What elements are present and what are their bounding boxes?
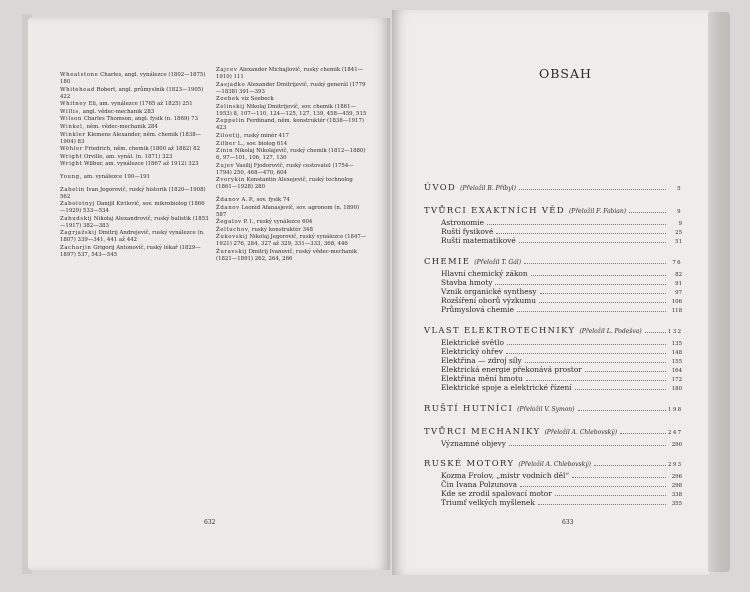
index-entry-name: Zabudskij: [60, 215, 93, 222]
toc-page-number: 118: [671, 308, 682, 315]
toc-page-number: 296: [671, 473, 682, 480]
index-entry-text: ruský konstruktér 348: [250, 226, 313, 233]
toc-leader-dots: [519, 189, 666, 190]
index-entry: [216, 104, 368, 118]
index-entry-name: Wheatstone: [60, 72, 99, 78]
index-entry: [216, 177, 368, 191]
toc-title: Astronomie: [441, 218, 485, 227]
toc-gap: [424, 448, 682, 454]
toc-leader-dots: [519, 242, 666, 243]
toc-page-number: 91: [675, 280, 682, 287]
toc-leader-dots: [506, 353, 666, 354]
toc-subsection: [441, 287, 682, 296]
index-entry-name: Zvorykin: [216, 177, 245, 184]
index-entry-text: Charles, angl. vynálezce (1802—1875) 180: [60, 72, 206, 85]
toc-gap: [424, 246, 682, 252]
index-entry: [216, 141, 368, 148]
toc-page-number: 198: [668, 406, 683, 413]
index-entry-text: Danijil Kirilovič, sov. mikrobiolog (1866—1929) 533—534: [60, 201, 205, 215]
left-page-number: 632: [204, 519, 216, 526]
toc-leader-dots: [578, 410, 666, 411]
index-entry-name: Whitehead: [60, 86, 95, 93]
toc-title: Elektřina — zdroj síly: [441, 355, 522, 365]
toc-gap: [424, 315, 682, 321]
index-entry-name: Zacharjin: [60, 244, 92, 251]
toc-subsection: [441, 480, 682, 489]
toc-subsection: [441, 489, 682, 498]
index-entry-name: Wright: [60, 153, 83, 160]
index-entry: [216, 118, 368, 132]
toc-leader-dots: [524, 263, 666, 264]
index-entry: [60, 87, 210, 101]
index-entry: [216, 227, 368, 234]
toc-translator: (Přeložil F. Fabian): [568, 208, 627, 215]
index-entry-name: Wright: [60, 161, 83, 168]
page-stack-edge: [708, 12, 730, 572]
toc-translator: (Přeložil T. Gál): [474, 258, 522, 266]
toc-section-heading: [424, 403, 682, 416]
index-entry: [216, 67, 368, 81]
toc-title: Významné objevy: [441, 438, 506, 448]
index-entry-text: Vasilij Fjodorovič, ruský cestovatel (1754—1794) 250, 468—470, 604: [216, 162, 354, 176]
index-entry-text: Nikolaj Dmitrijevič, sov. chemik (1861—1953) 8, 107—110, 124—125, 127, 139, 458—459, 515: [216, 103, 367, 117]
toc-leader-dots: [645, 332, 666, 333]
index-entry-text: Leonid Afanasjevič, sov. agronom (n. 1890) 587: [216, 204, 360, 218]
index-entry-name: Ziloetij,: [216, 132, 243, 139]
toc-page-number: 106: [671, 299, 682, 306]
index-entry-text: Orville, am. vynál. (n. 1871) 323: [82, 153, 173, 160]
toc-page-number: 338: [671, 492, 682, 499]
index-entry-text: něm. vědec-mechanik 284: [84, 123, 158, 130]
index-entry-name: Whitney: [60, 101, 87, 108]
toc-translator: (Přeložil A. Chlebovský): [518, 460, 592, 468]
toc-page-number: 298: [671, 483, 682, 489]
index-entry-text: Dmitrij Andrejevič, ruský vynálezce (n. 1807) 339—341, 441 až 442: [60, 230, 205, 244]
index-entry-text: Ivan Jegorovič, ruský historik (1820—1908) 562: [60, 186, 206, 200]
index-entry: [60, 201, 210, 215]
toc-subsection: [441, 218, 682, 227]
index-entry-text: A. P., sov. fysik 74: [239, 196, 290, 203]
toc-page-number: 155: [671, 358, 682, 365]
right-page-number: 633: [562, 519, 574, 526]
toc-title: Průmyslová chemie: [441, 305, 515, 315]
toc-translator: (Přeložil B. Příbyl): [460, 185, 516, 192]
toc-subsection: [441, 347, 682, 356]
index-entry-name: Zilber: [216, 140, 237, 147]
index-entry: [216, 133, 368, 140]
toc-leader-dots: [585, 371, 666, 372]
toc-page-number: 76: [672, 259, 682, 266]
index-entry-name: Ždanov: [216, 204, 240, 211]
index-entry-name: Zujev: [216, 162, 235, 169]
index-entry: [60, 174, 210, 181]
index-entry-text: Wilbur, am. vynálezce (1867 až 1912) 323: [82, 161, 199, 168]
index-entry-text: Nikolaj Alexandrovič, ruský balistik (1853—1917) 382—383: [60, 215, 209, 229]
index-entry-text: Friedrich, něm. chemik (1800 až 1882) 82: [82, 146, 200, 153]
toc-section-heading: [424, 205, 682, 218]
index-entry-name: Zinin: [216, 148, 234, 155]
toc-title: TVŮRCI MECHANIKY: [424, 425, 541, 436]
index-entry: [60, 72, 210, 86]
index-entry-name: Young,: [60, 173, 83, 180]
toc-subsection: [441, 227, 682, 236]
toc-leader-dots: [517, 311, 666, 312]
index-entry-name: Zeebek: [216, 96, 240, 103]
toc-title: Čin Ivana Polzunova: [441, 480, 518, 489]
toc-leader-dots: [572, 477, 666, 478]
index-entry-name: Želtuchov,: [216, 226, 251, 233]
toc-leader-dots: [538, 504, 666, 505]
toc-leader-dots: [520, 486, 666, 487]
toc-page-number: 180: [671, 386, 682, 393]
toc-leader-dots: [555, 495, 666, 496]
toc-title: TVŮRCI EXAKTNÍCH VĚD: [424, 205, 565, 215]
index-entry-text: Grigorij Antonovič, ruský lékař (1829—1897) 537, 543—545: [60, 244, 201, 258]
toc-title: Triumf velkých myšlenek: [441, 498, 535, 508]
index-entry-name: Zasjadko: [216, 81, 246, 88]
toc-title: Ruští fysikové: [441, 227, 494, 237]
index-entry: [60, 146, 210, 153]
toc-title: Hlavní chemický zákon: [441, 268, 528, 278]
toc-leader-dots: [526, 380, 666, 381]
toc-leader-dots: [531, 275, 666, 276]
toc-title: Elektřina mění hmotu: [441, 374, 523, 384]
toc-title: VLAST ELEKTROTECHNIKY: [424, 324, 576, 335]
index-entry: [216, 234, 368, 248]
index-entry-name: Zabelin: [60, 186, 85, 193]
index-entry: [216, 148, 368, 162]
toc-section-heading: [424, 458, 682, 471]
toc-leader-dots: [507, 344, 666, 345]
toc-leader-dots: [540, 293, 666, 294]
index-entry-name: Zeppelin: [216, 118, 245, 125]
toc-page-number: 148: [671, 349, 682, 356]
toc-leader-dots: [539, 302, 666, 303]
index-entry-name: Žukovskij: [216, 234, 248, 241]
index-entry-text: am. vynálezce 190—191: [82, 173, 150, 180]
index-entry-text: Alexander Dmitrijevič, ruský generál (1779—1838) 391—393: [216, 81, 366, 95]
toc-title: Stavba hmoty: [441, 277, 493, 287]
index-entry: [60, 245, 210, 259]
index-entry: [216, 249, 368, 263]
index-entry-name: Willis,: [60, 108, 82, 115]
contents-title: OBSAH: [539, 66, 592, 81]
index-entry-text: P. I., ruský vynálezce 604: [241, 219, 313, 226]
toc-leader-dots: [594, 465, 666, 466]
toc-leader-dots: [629, 212, 666, 213]
toc-subsection: [441, 374, 682, 383]
toc-leader-dots: [495, 284, 666, 285]
index-entry-text: Charles Thomson, angl. fysik (n. 1869) 73: [81, 116, 199, 123]
index-entry-text: Konstantin Alexejevič, ruský technolog (1861—1928) 280: [216, 177, 353, 191]
toc-leader-dots: [575, 389, 666, 390]
toc-subsection: [441, 439, 682, 448]
toc-leader-dots: [620, 433, 666, 434]
index-entry: [216, 205, 368, 219]
index-entry-text: Nikolaj Jegorovič, ruský vynálezce (1847—1921) 276, 284, 327 až 329, 331—333, 368, 446: [216, 234, 367, 248]
index-entry-name: Zabolotnyj: [60, 201, 95, 208]
index-entry-text: angl. vědec-mechanik 283: [81, 108, 155, 115]
toc-title: Rozšíření oborů výzkumu: [441, 296, 536, 306]
toc-subsection: [441, 338, 682, 347]
toc-title: ÚVOD: [424, 182, 457, 192]
toc-page-number: 355: [671, 501, 682, 508]
index-entry: [60, 116, 210, 123]
toc-title: RUŠTÍ HUTNÍCI: [424, 402, 514, 413]
toc-subsection: [441, 305, 682, 314]
toc-title: CHEMIE: [424, 255, 471, 266]
toc-leader-dots: [525, 362, 666, 363]
toc-title: Elektrická energie překonává prostor: [441, 365, 582, 375]
toc-page-number: 5: [677, 186, 682, 192]
index-entry-text: Eli, am. vynálezce (1765 až 1825) 251: [86, 101, 193, 108]
toc-leader-dots: [509, 445, 666, 446]
index-column-left: [60, 72, 210, 260]
index-entry-text: ruský minér 417: [242, 132, 289, 139]
toc-subsection: [441, 269, 682, 278]
index-entry-name: Zagrjažskij: [60, 230, 97, 237]
index-column-right: [216, 67, 368, 264]
toc-page-number: 9: [678, 221, 682, 227]
toc-page-number: 164: [671, 368, 682, 375]
index-entry-text: L., sov. biolog 614: [236, 140, 288, 147]
index-entry: [60, 109, 210, 116]
toc-gap: [424, 393, 682, 399]
toc-section-heading: [424, 426, 682, 439]
index-entry-name: Zelinskij: [216, 103, 245, 110]
toc-leader-dots: [496, 233, 666, 234]
toc-title: Vznik organické synthesy: [441, 286, 537, 296]
toc-page-number: 247: [668, 429, 683, 436]
table-of-contents: [424, 178, 682, 508]
index-entry-name: Žegalov: [216, 219, 242, 226]
toc-page-number: 51: [675, 239, 682, 246]
index-entry: [216, 219, 368, 226]
index-entry-text: Alexander Michajlovič, ruský chemik (1841—1910) 111: [216, 67, 364, 80]
index-entry: [60, 124, 210, 131]
toc-gap: [424, 195, 682, 201]
toc-subsection: [441, 383, 682, 392]
toc-title: Elektrické světlo: [441, 337, 504, 347]
toc-page-number: 290: [671, 441, 682, 448]
toc-subsection: [441, 278, 682, 287]
toc-page-number: 135: [671, 340, 682, 347]
toc-title: Ruští matematikové: [441, 236, 516, 246]
index-entry-name: Wöhler: [60, 146, 83, 153]
index-entry-name: Winkel,: [60, 123, 85, 130]
index-entry: [60, 230, 210, 244]
toc-title: Elektrický ohřev: [441, 346, 503, 356]
toc-section-heading: [424, 182, 682, 195]
toc-subsection: [441, 236, 682, 245]
index-entry-name: Wilson: [60, 116, 82, 123]
index-entry: [60, 132, 210, 146]
toc-subsection: [441, 356, 682, 365]
index-entry: [216, 197, 368, 204]
index-entry-name: Ždanov: [216, 196, 240, 203]
index-entry-name: Zajcev: [216, 67, 238, 73]
index-entry-text: Robert, angl. průmyslník (1823—1905) 422: [60, 86, 204, 100]
toc-translator: (Přeložil V. Symon): [517, 405, 575, 413]
toc-section-heading: [424, 256, 682, 269]
toc-page-number: 9: [677, 209, 682, 215]
toc-subsection: [441, 498, 682, 507]
toc-page-number: 132: [668, 328, 683, 335]
toc-leader-dots: [487, 224, 666, 225]
toc-subsection: [441, 296, 682, 305]
index-entry: [216, 163, 368, 177]
toc-page-number: 172: [671, 377, 682, 384]
toc-subsection: [441, 471, 682, 480]
index-entry: [60, 187, 210, 201]
index-entry: [216, 82, 368, 96]
toc-page-number: 293: [668, 461, 683, 468]
toc-title: Kozma Frolov, „mistr vodních děl“: [441, 470, 570, 480]
index-entry: [60, 154, 210, 161]
index-entry-text: Ferdinand, něm. konstruktér (1838—1917) 423: [216, 118, 364, 132]
toc-title: Kde se zrodil spalovací motor: [441, 489, 552, 499]
index-entry: [216, 96, 368, 103]
toc-title: RUSKÉ MOTORY: [424, 457, 515, 468]
toc-page-number: 25: [675, 230, 682, 237]
index-entry-name: Winkler: [60, 131, 86, 138]
index-entry: [60, 216, 210, 230]
index-entry-text: Dmitrij Ivanovič, ruský vědec-mechanik (1821—1891) 262, 264, 266: [216, 248, 357, 262]
index-entry-text: Klemens Alexander, něm. chemik (1838—1904) 83: [60, 131, 202, 145]
toc-section-heading: [424, 325, 682, 338]
index-entry-name: Žuravskij: [216, 248, 247, 255]
index-entry-text: Nikolaj Nikolajevič, ruský chemik (1812—1880) 6, 97—101, 106, 127, 130: [216, 148, 366, 162]
index-entry-text: viz Seebeck: [239, 96, 274, 103]
toc-page-number: 97: [675, 289, 682, 296]
toc-title: Elektrické spoje a elektrické řízení: [441, 383, 572, 393]
toc-gap: [424, 416, 682, 422]
toc-page-number: 82: [675, 271, 682, 278]
toc-translator: (Přeložil L. Podešva): [579, 327, 642, 335]
index-entry: [60, 161, 210, 168]
toc-subsection: [441, 365, 682, 374]
index-entry: [60, 101, 210, 108]
toc-translator: (Přeložil A. Chlebovský): [544, 428, 618, 436]
